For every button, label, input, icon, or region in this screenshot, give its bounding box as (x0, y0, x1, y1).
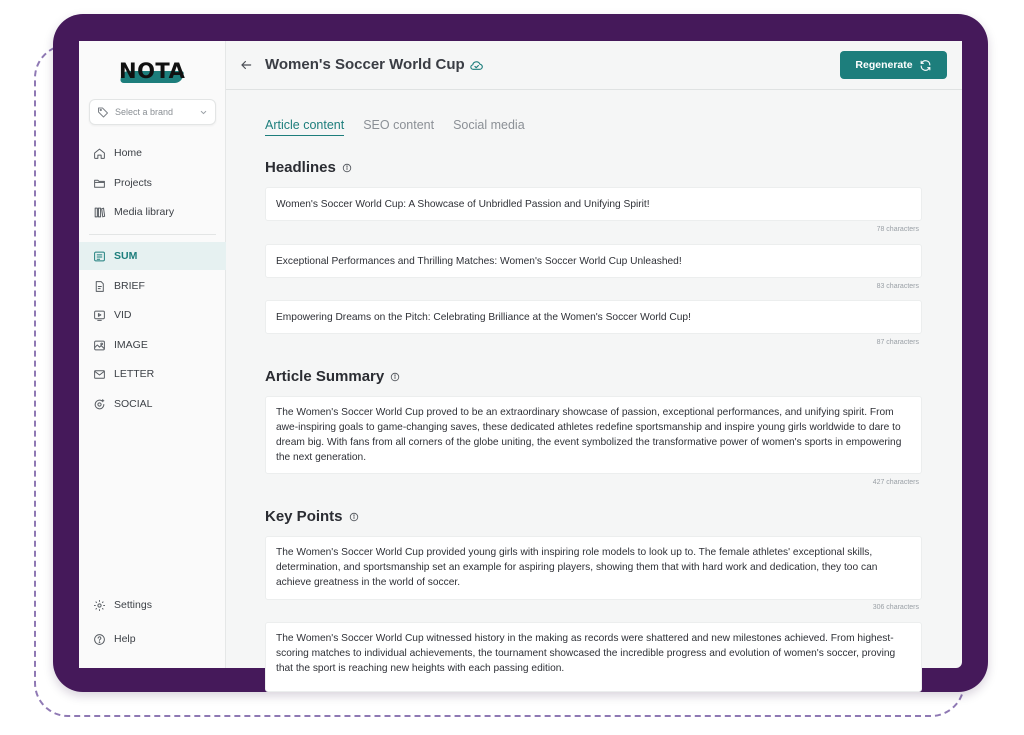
tab-social-media[interactable]: Social media (453, 118, 525, 132)
sidebar-item-label: SUM (114, 250, 138, 262)
home-icon (93, 147, 106, 160)
mail-icon (93, 368, 106, 381)
nav-item-label: Home (114, 147, 143, 159)
sidebar-item-label: Settings (114, 599, 152, 611)
sidebar-item-settings[interactable] (79, 592, 226, 618)
character-count: 83 characters (876, 283, 919, 290)
sidebar-item-brief[interactable] (79, 273, 226, 299)
sidebar-item-label: Help (114, 633, 136, 645)
article-summary-card[interactable]: The Women's Soccer World Cup proved to be an extraordinary showcase of passion, exceptional performances, and unifying spirit. From awe-inspiring goals to game-changing saves, these dedicated athletes redefine sportsmanship and inspire young girls worldwide to dare to dream big. With fans from all corners of the globe uniting, the event symbolized the transformative power of women's sports in empowering the next generation. (265, 396, 922, 474)
nav-item-projects[interactable] (79, 170, 226, 196)
character-count: 427 characters (872, 479, 919, 486)
gear-icon (93, 599, 106, 612)
article-summary-section-title (265, 368, 400, 385)
sidebar-item-vid[interactable] (79, 302, 226, 328)
sidebar-item-label: LETTER (114, 368, 155, 380)
video-icon (93, 309, 106, 322)
character-count: 87 characters (876, 339, 919, 346)
nav-item-label: Projects (114, 177, 152, 189)
key-points-section-title (265, 508, 359, 525)
sidebar-item-social[interactable] (79, 391, 226, 417)
image-icon (93, 339, 106, 352)
logo-text: NOTA (119, 59, 186, 83)
folder-icon (93, 177, 106, 190)
nav-item-label: Media library (114, 206, 175, 218)
refresh-icon (919, 59, 932, 72)
regenerate-button[interactable] (840, 51, 947, 79)
brand-select-placeholder: Select a brand (115, 107, 174, 117)
info-icon[interactable] (390, 372, 400, 382)
chevron-down-icon (199, 108, 208, 117)
key-point-card-1[interactable]: The Women's Soccer World Cup provided young girls with inspiring role models to look up to. The female athletes' exceptional skills, determination, and sportsmanship set an example for aspiring players, showing them that with hard work and dedication, they too can achieve greatness in the world of soccer. (265, 536, 922, 600)
page-title: Women's Soccer World Cup (265, 56, 465, 73)
headlines-section-title (265, 159, 352, 176)
section-title-text: Headlines (265, 159, 336, 176)
library-icon (93, 206, 106, 219)
list-doc-icon (93, 250, 106, 263)
sidebar-item-help[interactable] (79, 626, 226, 652)
help-icon (93, 633, 106, 646)
logo[interactable] (119, 58, 185, 84)
main-content (226, 91, 962, 674)
tab-article-content[interactable]: Article content (265, 118, 344, 136)
sidebar-item-label: VID (114, 309, 132, 321)
sidebar-item-label: BRIEF (114, 280, 145, 292)
back-arrow-icon[interactable] (239, 58, 253, 72)
tag-icon (97, 106, 109, 118)
key-point-card-2[interactable]: The Women's Soccer World Cup witnessed history in the making as records were shattered and new milestones achieved. From highest-scoring matches to individual achievements, the tournament showcased the incredible progress and evolution of women's soccer, proving that the sport is reaching new heights with each passing edition. (265, 622, 922, 692)
info-icon[interactable] (342, 163, 352, 173)
sidebar (79, 41, 226, 668)
sidebar-item-sum[interactable] (79, 242, 226, 270)
top-bar (226, 41, 962, 90)
sidebar-item-label: IMAGE (114, 339, 148, 351)
regenerate-label: Regenerate (855, 59, 913, 71)
headline-card-2[interactable]: Exceptional Performances and Thrilling Matches: Women's Soccer World Cup Unleashed! (265, 244, 922, 278)
sidebar-item-label: SOCIAL (114, 398, 153, 410)
cloud-check-icon (469, 58, 484, 73)
nav-item-media-library[interactable] (79, 199, 226, 225)
info-icon[interactable] (349, 512, 359, 522)
app-window (79, 41, 962, 674)
nav-item-home[interactable] (79, 140, 226, 166)
content-tabs (265, 118, 544, 136)
headline-card-3[interactable]: Empowering Dreams on the Pitch: Celebrating Brilliance at the Women's Soccer World Cup! (265, 300, 922, 334)
social-icon (93, 398, 106, 411)
brand-select[interactable] (89, 99, 216, 125)
tab-seo-content[interactable]: SEO content (363, 118, 435, 132)
headline-card-1[interactable]: Women's Soccer World Cup: A Showcase of Unbridled Passion and Unifying Spirit! (265, 187, 922, 221)
sidebar-item-image[interactable] (79, 332, 226, 358)
character-count: 78 characters (876, 226, 919, 233)
file-icon (93, 280, 106, 293)
sidebar-item-letter[interactable] (79, 361, 226, 387)
section-title-text: Key Points (265, 508, 343, 525)
character-count: 306 characters (872, 604, 919, 611)
section-title-text: Article Summary (265, 368, 385, 385)
sidebar-divider (89, 234, 216, 235)
